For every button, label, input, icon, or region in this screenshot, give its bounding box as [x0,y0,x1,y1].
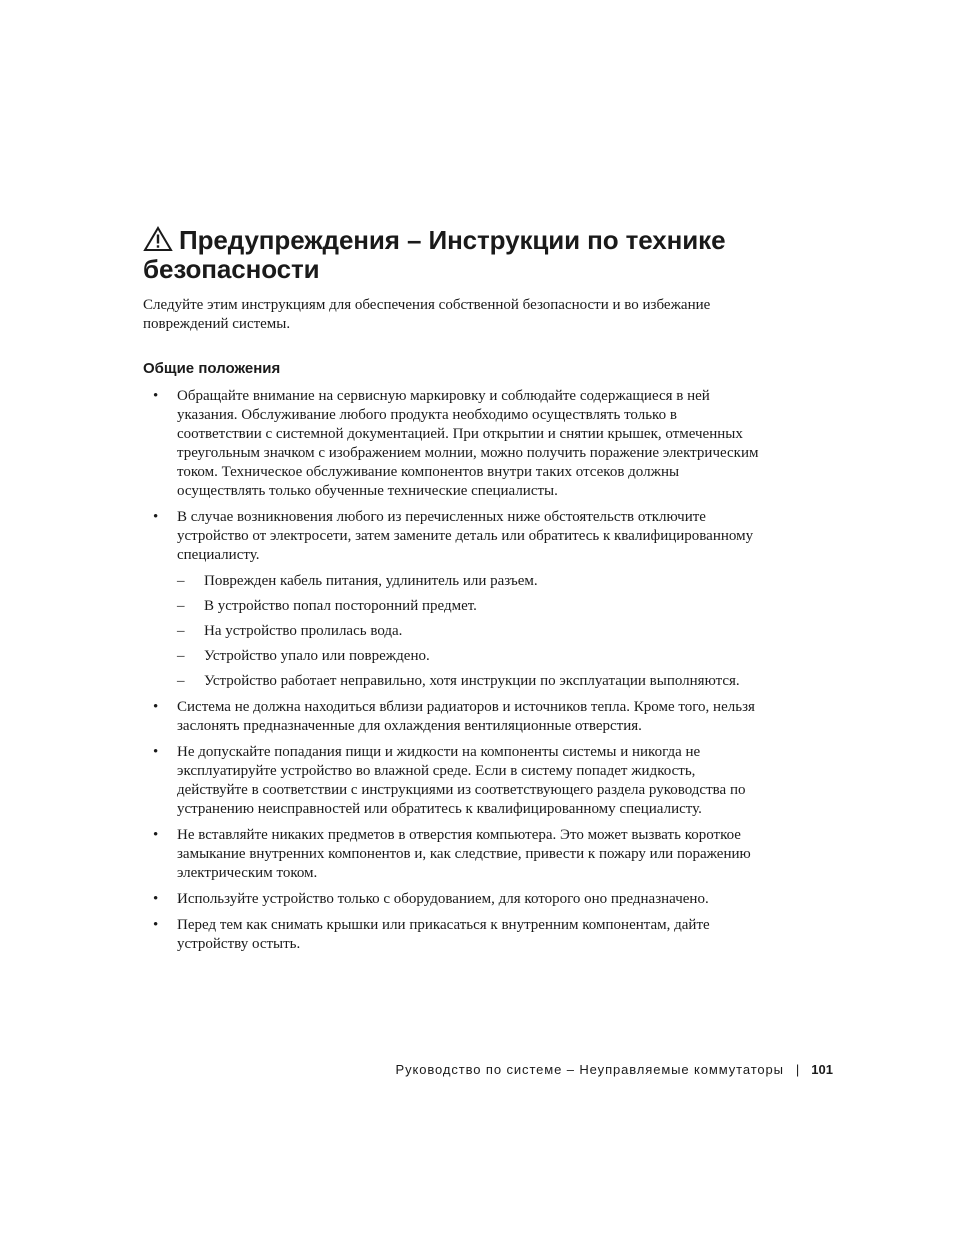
list-item-text: Обращайте внимание на сервисную маркировку и соблюдайте содержащиеся в ней указания. Обслуживание любого продукта необходимо осуществлять только в соответствии с системной документацией. При открытии и снятии крышек, отмеченных треугольным значком с изображением молнии, можно получить поражение электрическим током. Техническое обслуживание компонентов внутри таких отсеков должны осуществлять только обученные технические специалисты. [177,388,759,499]
list-item [177,508,762,691]
page-footer [300,1061,833,1079]
list-item-text: Не допускайте попадания пищи и жидкости на компоненты системы и никогда не эксплуатируйте устройство во влажной среде. Если в систему попадет жидкость, действуйте в соответствии с инструкциями из соответствующего раздела руководства по устранению неисправностей или обратитесь к квалифицированному специалисту. [177,744,746,817]
list-item-text: Перед тем как снимать крышки или прикасаться к внутренним компонентам, дайте устройству остыть. [177,917,710,952]
list-item [177,743,762,819]
list-item [177,826,762,883]
footer-separator: | [795,1062,800,1077]
sublist-item: – Устройство работает неправильно, хотя инструкции по эксплуатации выполняются. [204,672,762,691]
warning-triangle-icon [143,226,175,252]
list-item [177,387,762,501]
page-title-text: Предупреждения – Инструкции по технике безопасности [143,225,726,284]
list-item-text: Не вставляйте никаких предметов в отверстия компьютера. Это может вызвать короткое замыкание внутренних компонентов и, как следствие, привести к пожару или поражению электрическим током. [177,827,751,881]
intro-paragraph: Следуйте этим инструкциям для обеспечения собственной безопасности и во избежание повреждений системы. [143,297,711,332]
sublist-item: – На устройство пролилась вода. [204,622,762,641]
list-item-text: В случае возникновения любого из перечисленных ниже обстоятельств отключите устройство от электросети, затем замените деталь или обратитесь к квалифицированному специалисту. [177,509,754,563]
list-item-text: Используйте устройство только с оборудованием, для которого оно предназначено. [177,891,709,907]
safety-instructions-list [177,387,762,961]
page-number: 101 [811,1062,833,1077]
conditions-sublist [177,572,762,691]
section-heading: Общие положения [143,360,281,377]
footer-title: Руководство по системе – Неуправляемые коммутаторы [395,1062,784,1077]
list-item [177,890,762,909]
sublist-item: – В устройство попал посторонний предмет. [204,597,762,616]
sublist-item: – Поврежден кабель питания, удлинитель или разъем. [204,572,762,591]
list-item [177,916,762,954]
sublist-item: – Устройство упало или повреждено. [204,647,762,666]
list-item [177,698,762,736]
list-item-text: Система не должна находиться вблизи радиаторов и источников тепла. Кроме того, нельзя заслонять предназначенные для охлаждения вентиляционные отверстия. [177,699,755,734]
page-title [143,226,783,284]
